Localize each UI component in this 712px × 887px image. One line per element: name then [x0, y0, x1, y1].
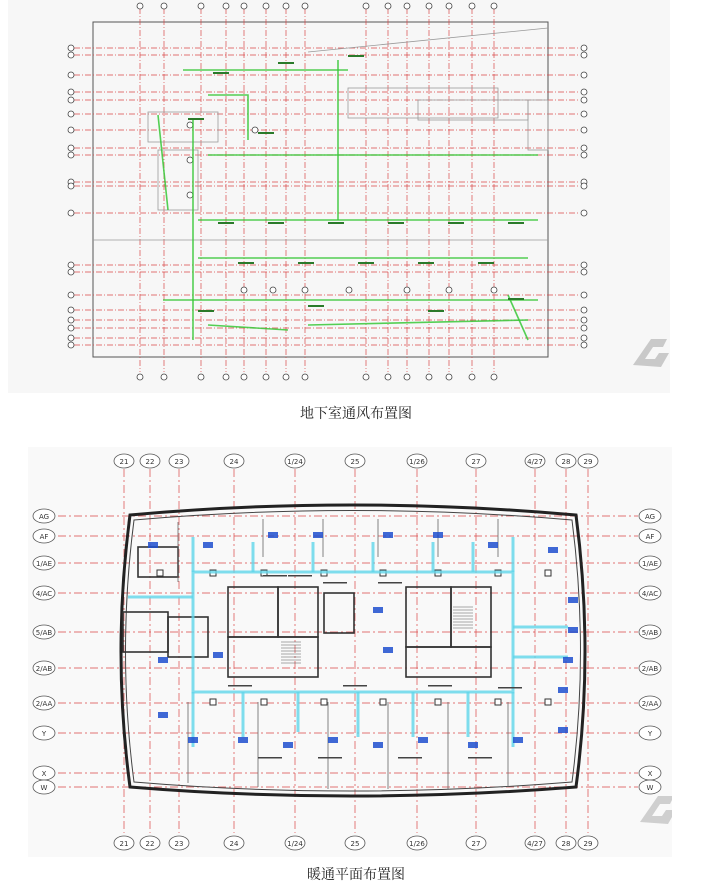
axis-bubble [68, 127, 74, 133]
annotation-mark [358, 262, 374, 264]
air-terminal-unit [488, 542, 498, 548]
axis-label: 4/AC [641, 590, 659, 598]
axis-label: 25 [350, 458, 360, 466]
core-wall [228, 637, 318, 677]
axis-label: 23 [174, 458, 184, 466]
axis-label: 2/AA [35, 700, 53, 708]
air-terminal-unit [238, 737, 248, 743]
axis-label: X [41, 770, 47, 778]
air-terminal-unit [558, 687, 568, 693]
axis-bubble [363, 374, 369, 380]
caption-basement-ventilation: 地下室通风布置图 [300, 406, 412, 422]
ventilation-duct [508, 295, 528, 340]
annotation-mark [288, 575, 312, 577]
axis-bubble [581, 111, 587, 117]
air-terminal-unit [158, 657, 168, 663]
axis-bubble [68, 152, 74, 158]
axis-label: AG [38, 513, 50, 521]
structural-column [545, 570, 551, 576]
axis-label: 5/AB [641, 629, 659, 637]
annotation-mark [228, 685, 252, 687]
axis-bubble [241, 3, 247, 9]
air-terminal-unit [558, 727, 568, 733]
structural-column [495, 699, 501, 705]
air-terminal-unit [148, 542, 158, 548]
annotation-mark [328, 222, 344, 224]
axis-label: 27 [471, 458, 481, 466]
axis-bubble [446, 374, 452, 380]
annotation-mark [448, 222, 464, 224]
ventilation-duct [308, 320, 528, 325]
wall-outline [528, 100, 548, 150]
axis-label: 25 [350, 840, 360, 848]
annotation-mark [418, 262, 434, 264]
axis-bubble [385, 374, 391, 380]
axis-bubble [446, 287, 452, 293]
axis-label: 22 [145, 458, 155, 466]
axis-label: 28 [561, 458, 571, 466]
axis-label: 4/27 [527, 840, 543, 848]
annotation-mark [478, 262, 494, 264]
axis-bubble [581, 52, 587, 58]
axis-label: AG [644, 513, 656, 521]
axis-bubble [187, 122, 193, 128]
air-terminal-unit [328, 737, 338, 743]
annotation-mark [188, 118, 204, 120]
axis-bubble [404, 3, 410, 9]
axis-bubble [491, 374, 497, 380]
axis-bubble [68, 89, 74, 95]
axis-label: 27 [471, 840, 481, 848]
axis-label: 29 [583, 840, 593, 848]
axis-bubble [385, 3, 391, 9]
annotation-mark [258, 132, 274, 134]
annotation-mark [318, 757, 342, 759]
annotation-mark [508, 298, 524, 300]
axis-bubble [68, 210, 74, 216]
axis-bubble [581, 335, 587, 341]
ventilation-duct [158, 115, 168, 210]
structural-column [157, 570, 163, 576]
basement-ventilation-svg [8, 0, 670, 393]
core-walls [123, 519, 551, 789]
axis-label: 1/24 [287, 458, 303, 466]
axis-label: 4/AC [35, 590, 53, 598]
axis-bubble [68, 97, 74, 103]
axis-label: 2/AB [641, 665, 659, 673]
ventilation-duct [208, 325, 288, 330]
air-terminal-unit [313, 532, 323, 538]
annotation-mark [428, 685, 452, 687]
axis-bubble [161, 374, 167, 380]
hvac-plan-svg [28, 447, 672, 857]
air-terminal-unit [373, 607, 383, 613]
annotation-mark [348, 55, 364, 57]
annotation-mark [388, 222, 404, 224]
wall-outline [348, 88, 498, 118]
air-terminal-unit [548, 547, 558, 553]
core-wall [324, 593, 354, 633]
annotation-mark [268, 222, 284, 224]
annotation-mark [468, 757, 492, 759]
axis-bubble [68, 72, 74, 78]
axis-bubble [68, 325, 74, 331]
air-terminal-unit [268, 532, 278, 538]
axis-bubble [581, 45, 587, 51]
axis-bubble [68, 317, 74, 323]
axis-bubble [581, 145, 587, 151]
axis-bubble [68, 335, 74, 341]
axis-bubble [137, 374, 143, 380]
core-wall [406, 647, 491, 677]
axis-bubble [581, 89, 587, 95]
axis-bubble [137, 3, 143, 9]
core-wall [406, 587, 451, 647]
axis-bubble [426, 3, 432, 9]
annotation-mark [343, 685, 367, 687]
annotation-mark [378, 582, 402, 584]
air-terminal-unit [433, 532, 443, 538]
axis-bubble [469, 374, 475, 380]
axis-label: 5/AB [35, 629, 53, 637]
axis-bubble [426, 374, 432, 380]
annotation-mark [198, 310, 214, 312]
axis-label: 1/24 [287, 840, 303, 848]
wall-outline [418, 100, 528, 120]
axis-bubble [283, 3, 289, 9]
air-terminal-unit [513, 737, 523, 743]
annotation-mark [258, 757, 282, 759]
axis-label: 24 [229, 840, 239, 848]
core-wall [168, 617, 208, 657]
axis-label: AF [39, 533, 49, 541]
annotation-mark [498, 687, 522, 689]
axis-label: W [40, 784, 48, 792]
axis-bubble [187, 192, 193, 198]
axis-bubble [241, 374, 247, 380]
structural-column [380, 699, 386, 705]
axis-label: 1/26 [409, 458, 425, 466]
annotation-mark [238, 262, 254, 264]
axis-label: 21 [119, 840, 129, 848]
axis-bubble [198, 3, 204, 9]
basement-ventilation-drawing [8, 0, 670, 393]
core-wall [228, 587, 278, 637]
air-terminal-unit [563, 657, 573, 663]
axis-label: 23 [174, 840, 184, 848]
axis-bubble [581, 183, 587, 189]
air-terminal-unit [213, 652, 223, 658]
axis-label: 21 [119, 458, 129, 466]
axis-bubble [68, 52, 74, 58]
wall-line [308, 28, 548, 52]
watermark-logo [633, 339, 669, 367]
caption-hvac-plan: 暖通平面布置图 [307, 867, 405, 883]
annotation-mark [263, 575, 287, 577]
axis-bubble [68, 342, 74, 348]
axis-label: AF [645, 533, 655, 541]
hvac-ducts [128, 537, 568, 759]
air-terminal-unit [568, 627, 578, 633]
annotation-mark [398, 757, 422, 759]
annotation-mark [508, 222, 524, 224]
axis-bubble [223, 374, 229, 380]
axis-bubble [252, 127, 258, 133]
axis-bubble [581, 152, 587, 158]
axis-bubble [363, 3, 369, 9]
axis-bubble [263, 3, 269, 9]
axis-bubble [491, 287, 497, 293]
axis-bubble [68, 183, 74, 189]
annotation-mark [308, 305, 324, 307]
axis-bubble [302, 374, 308, 380]
air-terminal-unit [468, 742, 478, 748]
axis-bubble [241, 287, 247, 293]
structural-column [210, 699, 216, 705]
air-terminal-unit [383, 532, 393, 538]
axis-grid [68, 3, 587, 380]
axis-bubble [302, 3, 308, 9]
axis-bubble [581, 317, 587, 323]
air-terminal-unit [188, 737, 198, 743]
hvac-plan-drawing [28, 447, 672, 857]
axis-label: 24 [229, 458, 239, 466]
ventilation-duct [208, 95, 248, 140]
annotation-mark [218, 222, 234, 224]
axis-bubble [283, 374, 289, 380]
axis-label: 1/AE [641, 560, 659, 568]
axis-bubble [223, 3, 229, 9]
axis-bubble [346, 287, 352, 293]
axis-bubble [302, 287, 308, 293]
core-wall [278, 587, 318, 637]
axis-bubble [581, 307, 587, 313]
axis-bubble [491, 3, 497, 9]
axis-bubble [581, 342, 587, 348]
axis-bubble [469, 3, 475, 9]
axis-bubble [68, 45, 74, 51]
axis-bubble [198, 374, 204, 380]
axis-label: Y [647, 730, 653, 738]
axis-bubble [581, 262, 587, 268]
annotation-mark [213, 72, 229, 74]
axis-bubble [68, 292, 74, 298]
axis-bubble [581, 97, 587, 103]
air-terminal-unit [418, 737, 428, 743]
axis-bubble [187, 157, 193, 163]
building-outline [121, 505, 585, 796]
axis-bubble [161, 3, 167, 9]
air-terminal-unit [568, 597, 578, 603]
structural-column [435, 699, 441, 705]
structural-column [261, 699, 267, 705]
axis-label: 1/26 [409, 840, 425, 848]
axis-grid [58, 469, 638, 833]
axis-bubble [581, 292, 587, 298]
axis-bubble [404, 287, 410, 293]
axis-bubble [270, 287, 276, 293]
air-terminal-unit [203, 542, 213, 548]
axis-bubble [263, 374, 269, 380]
structural-column [321, 699, 327, 705]
axis-bubble [68, 307, 74, 313]
annotation-mark [278, 62, 294, 64]
axis-label: 29 [583, 458, 593, 466]
air-terminal-unit [158, 712, 168, 718]
air-terminal-unit [383, 647, 393, 653]
annotation-mark [298, 262, 314, 264]
axis-bubble [581, 72, 587, 78]
structural-column [545, 699, 551, 705]
core-wall [451, 587, 491, 647]
axis-bubble [68, 269, 74, 275]
axis-label: 2/AB [35, 665, 53, 673]
axis-label: X [647, 770, 653, 778]
axis-label: 2/AA [641, 700, 659, 708]
axis-bubble [446, 3, 452, 9]
air-terminal-unit [283, 742, 293, 748]
axis-label: 1/AE [35, 560, 53, 568]
axis-label: W [646, 784, 654, 792]
annotation-mark [323, 582, 347, 584]
axis-bubble [68, 145, 74, 151]
watermark-logo [640, 796, 672, 824]
axis-bubble [581, 127, 587, 133]
axis-bubble [581, 325, 587, 331]
axis-label: 4/27 [527, 458, 543, 466]
axis-label: 22 [145, 840, 155, 848]
axis-bubble [581, 210, 587, 216]
axis-bubble [68, 111, 74, 117]
annotation-mark [428, 310, 444, 312]
air-terminal-unit [373, 742, 383, 748]
axis-bubble [404, 374, 410, 380]
axis-label: Y [41, 730, 47, 738]
axis-label: 28 [561, 840, 571, 848]
axis-bubble [68, 262, 74, 268]
axis-bubble [581, 269, 587, 275]
